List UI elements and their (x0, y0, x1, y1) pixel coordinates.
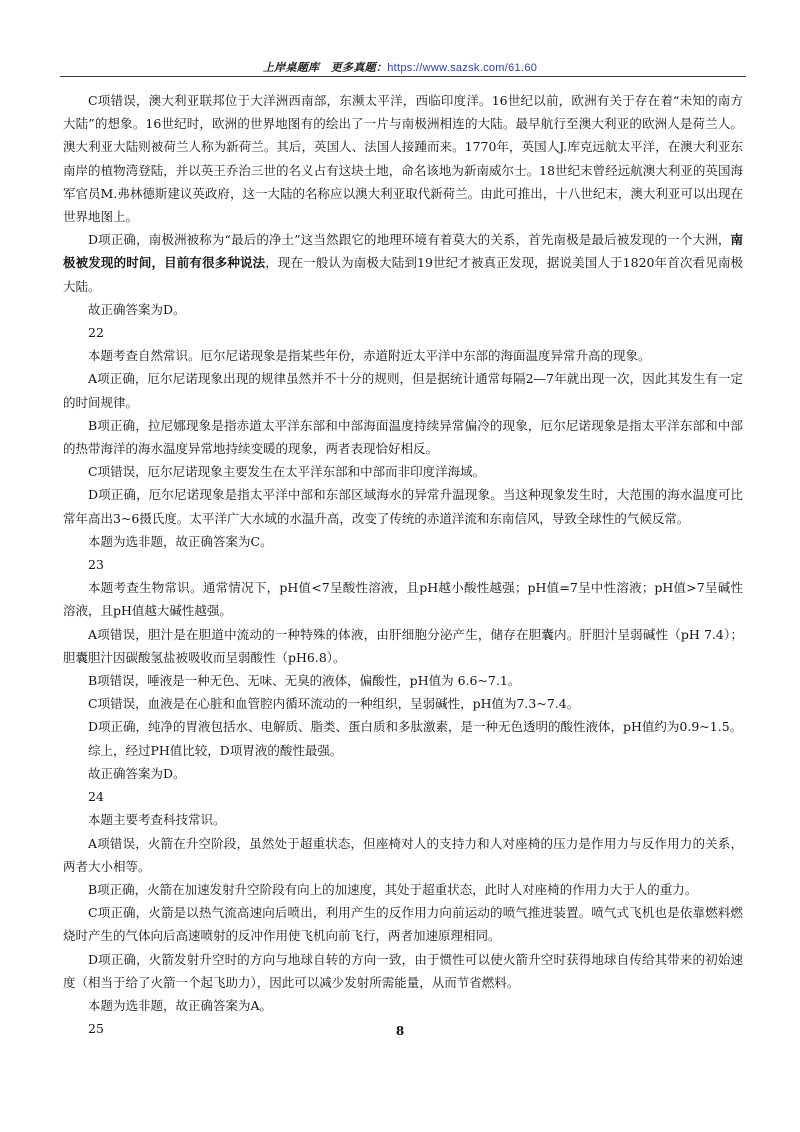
page-header (0, 59, 800, 75)
header-brand: 上岸桌题库 (262, 61, 320, 74)
paragraph: A项错误，火箭在升空阶段，虽然处于超重状态，但座椅对人的支持力和人对座椅的压力是作用力与反作用力的关系，两者大小相等。 (63, 835, 743, 874)
paragraph: B项错误，唾液是一种无色、无味、无臭的液体，偏酸性，pH值为 6.6~7.1。 (88, 673, 521, 689)
paragraph: B项正确，火箭在加速发射升空阶段有向上的加速度，其处于超重状态，此时人对座椅的作用力大于人的重力。 (88, 881, 698, 897)
document-body (63, 89, 743, 1040)
paragraph: B项正确，拉尼娜现象是指赤道太平洋东部和中部海面温度持续异常偏冷的现象，厄尔尼诺现象是指太平洋东部和中部的热带海洋的海水温度异常地持续变暖的现象，两者表现恰好相反。 (63, 417, 743, 457)
paragraph (63, 228, 743, 298)
question-number: 24 (88, 789, 104, 805)
question-number: 25 (88, 1021, 104, 1037)
paragraph-text: ，现在一般认为南极大陆到19世纪才被真正发现，据说美国人于1820年首次看见南极大陆。 (63, 255, 743, 294)
paragraph: 本题主要考查科技常识。 (88, 812, 226, 828)
paragraph: C项错误，厄尔尼诺现象主要发生在太平洋东部和中部而非印度洋海域。 (88, 464, 486, 480)
paragraph: C项正确，火箭是以热气流高速向后喷出，利用产生的反作用力向前运动的喷气推进装置。喷气式飞机也是依靠燃料燃烧时产生的气体向后高速喷射的反冲作用使飞机向前飞行，两者加速原理相同。 (63, 905, 743, 944)
answer-line: 本题为选非题，故正确答案为C。 (88, 533, 273, 549)
answer-line: 故正确答案为D。 (88, 765, 186, 781)
header-more-label: 更多真题： (330, 61, 388, 74)
answer-line: 故正确答案为D。 (88, 301, 186, 317)
paragraph: D项正确，纯净的胃液包括水、电解质、脂类、蛋白质和多肽激素，是一种无色透明的酸性液体，pH值约为0.9~1.5。 (88, 719, 743, 735)
paragraph: C项错误，澳大利亚联邦位于大洋洲西南部，东濒太平洋，西临印度洋。16世纪以前，欧洲有关于存在着“未知的南方大陆”的想象。16世纪时，欧洲的世界地图有的绘出了一片与南极洲相连的大陆。最早航行至澳大利亚的欧洲人是荷兰人。澳大利亚大陆则被荷兰人称为新荷兰。其后，英国人、法国人接踵而来。1770年，英国人J.库克远航太平洋，在澳大利亚东南岸的植物湾登陆，并以英王乔治三世的名义占有这块土地，命名该地为新南威尔士。18世纪末曾经远航澳大利亚的英国海军官员M.弗林德斯建议英政府，这一大陆的名称应以澳大利亚取代新荷兰。由此可推出，十八世纪末，澳大利亚可以出现在世界地图上。 (63, 93, 743, 225)
paragraph: C项错误，血液是在心脏和血管腔内循环流动的一种组织，呈弱碱性，pH值为7.3~7.4。 (88, 696, 580, 712)
page-number: 8 (395, 1024, 405, 1038)
header-url-link[interactable]: https://www.sazsk.com/61.60 (387, 62, 538, 74)
paragraph: 本题考查生物常识。通常情况下，pH值<7呈酸性溶液，且pH越小酸性越强；pH值=7呈中性溶液；pH值>7呈碱性溶液，且pH值越大碱性越强。 (63, 580, 743, 619)
paragraph: 本题考查自然常识。厄尔尼诺现象是指某些年份，赤道附近太平洋中东部的海面温度异常升高的现象。 (88, 348, 651, 364)
paragraph-text: D项正确，南极洲被称为“最后的净土”这当然跟它的地理环境有着莫大的关系，首先南极是最后被发现的一个大洲， (88, 232, 731, 248)
paragraph: A项正确，厄尔尼诺现象出现的规律虽然并不十分的规则，但是据统计通常每隔2—7年就出现一次，因此其发生有一定的时间规律。 (63, 371, 743, 410)
paragraph: A项错误，胆汁是在胆道中流动的一种特殊的体液，由肝细胞分泌产生，储存在胆囊内。肝胆汁呈弱碱性（pH 7.4）；胆囊胆汁因碳酸氢盐被吸收而呈弱酸性（pH6.8）。 (63, 626, 743, 665)
header-divider (60, 76, 746, 77)
question-number: 22 (88, 325, 104, 341)
question-number: 23 (88, 557, 104, 573)
answer-line: 本题为选非题，故正确答案为A。 (88, 997, 273, 1013)
bold-emphasis: 南极被发现的时间，目前有很多种说法 (63, 232, 743, 271)
paragraph: D项正确，火箭发射升空时的方向与地球自转的方向一致，由于惯性可以使火箭升空时获得地球自传给其带来的初始速度（相当于给了火箭一个起飞助力），因此可以减少发射所需能量，从而节省燃料。 (63, 951, 743, 990)
paragraph: 综上，经过PH值比较，D项胃液的酸性最强。 (88, 742, 343, 758)
paragraph: D项正确，厄尔尼诺现象是指太平洋中部和东部区域海水的异常升温现象。当这种现象发生时，大范围的海水温度可比常年高出3~6摄氏度。太平洋广大水域的水温升高，改变了传统的赤道洋流和东南信风，导致全球性的气候反常。 (63, 487, 743, 526)
